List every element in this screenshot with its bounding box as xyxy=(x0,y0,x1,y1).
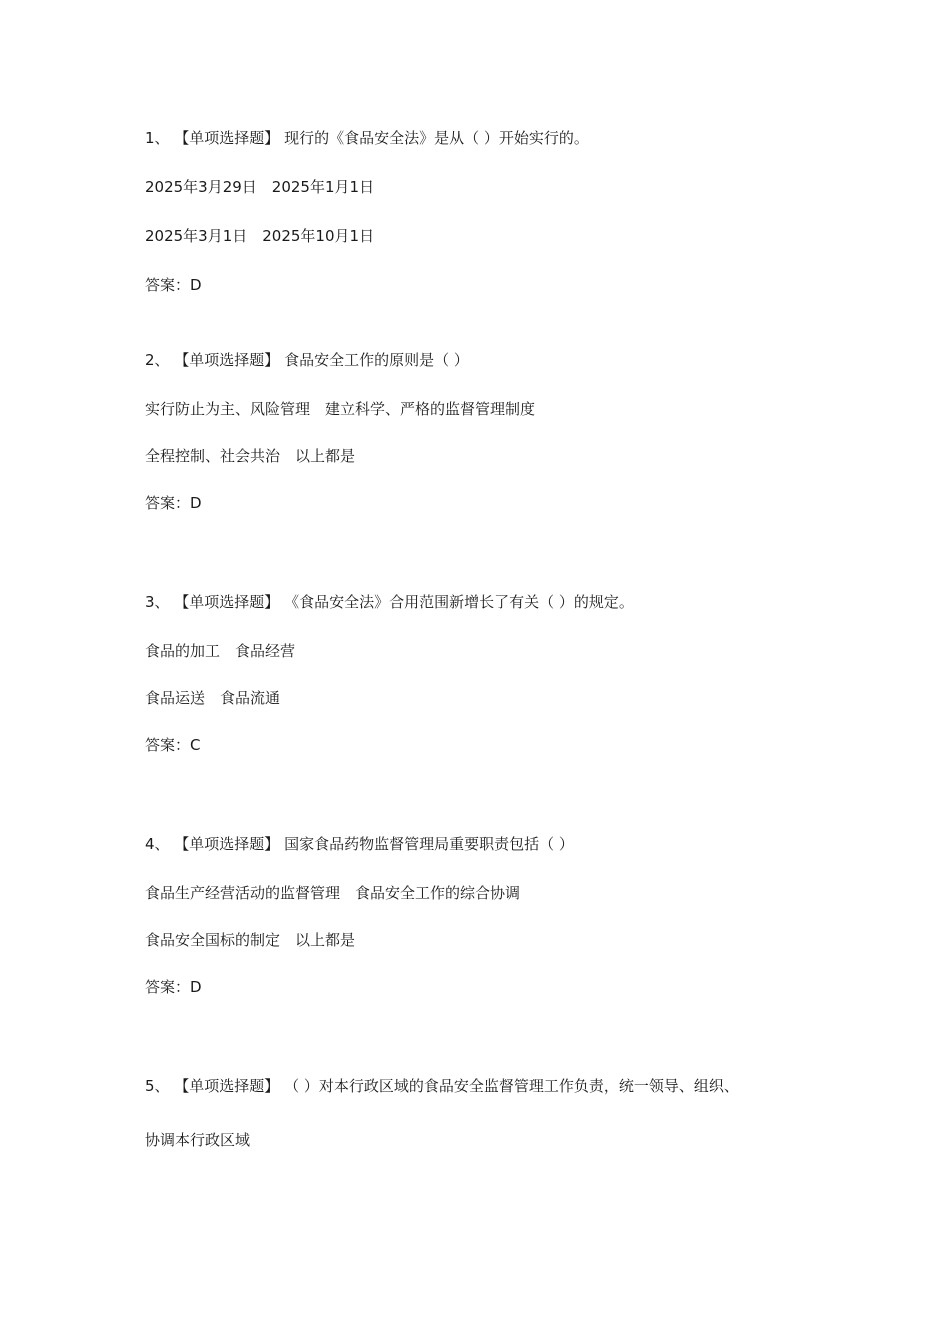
question-1-options-row-1: 2025年3月29日 2025年1月1日 xyxy=(145,178,375,196)
question-5-stem-continued: 协调本行政区域 xyxy=(145,1131,251,1149)
question-1-answer: 答案：D xyxy=(145,276,202,294)
question-2-options-row-1: 实行防止为主、风险管理 建立科学、严格的监督管理制度 xyxy=(145,400,536,418)
question-2-stem: 2、 【单项选择题】 食品安全工作的原则是（ ） xyxy=(145,351,469,369)
question-3-stem: 3、 【单项选择题】 《食品安全法》合用范围新增长了有关（ ）的规定。 xyxy=(145,593,634,611)
question-2-options-row-2: 全程控制、社会共治 以上都是 xyxy=(145,447,356,465)
question-1-options-row-2: 2025年3月1日 2025年10月1日 xyxy=(145,227,375,245)
question-4-options-row-1: 食品生产经营活动的监督管理 食品安全工作的综合协调 xyxy=(145,884,521,902)
question-3-answer: 答案：C xyxy=(145,736,201,754)
question-4-answer: 答案：D xyxy=(145,978,202,996)
question-2-answer: 答案：D xyxy=(145,494,202,512)
question-4-stem: 4、 【单项选择题】 国家食品药物监督管理局重要职责包括（ ） xyxy=(145,835,574,853)
question-3-options-row-2: 食品运送 食品流通 xyxy=(145,689,281,707)
question-1-stem: 1、 【单项选择题】 现行的《食品安全法》是从（ ）开始实行的。 xyxy=(145,129,589,147)
question-3-options-row-1: 食品的加工 食品经营 xyxy=(145,642,296,660)
question-5-stem: 5、 【单项选择题】 （ ）对本行政区域的食品安全监督管理工作负责，统一领导、组织、 xyxy=(145,1077,739,1095)
question-4-options-row-2: 食品安全国标的制定 以上都是 xyxy=(145,931,356,949)
